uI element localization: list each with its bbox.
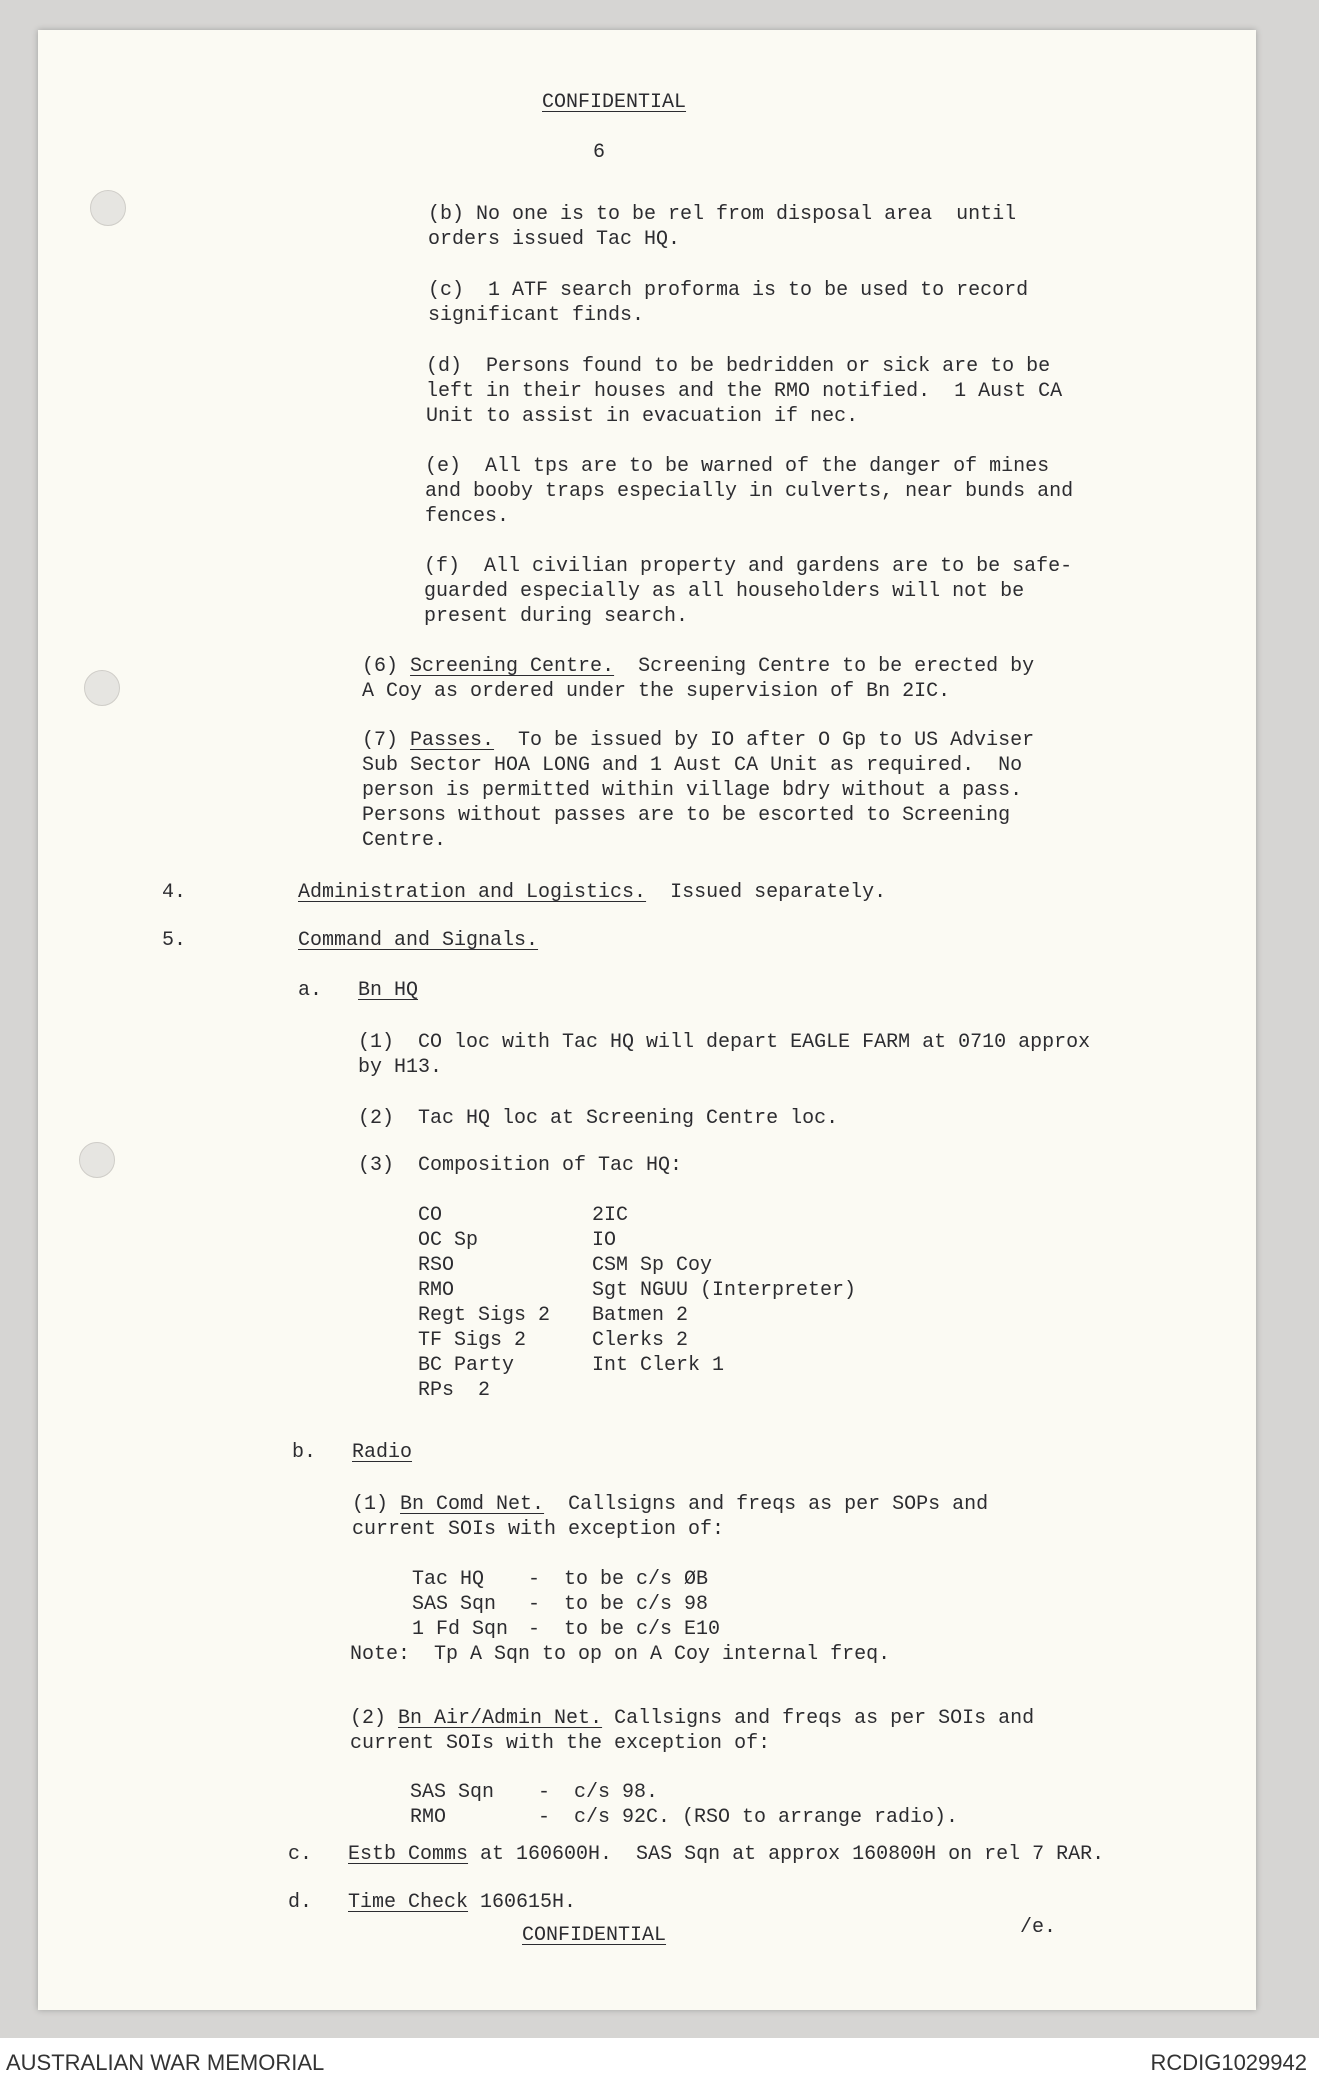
composition-entry: CO (418, 1204, 443, 1227)
punch-hole (90, 190, 126, 226)
section-5-title: Command and Signals. (298, 929, 539, 952)
callsign-list-2-values (574, 1780, 958, 1830)
paragraph-6-title: Screening Centre. (410, 655, 615, 678)
paragraph-7-number: (7) (362, 729, 399, 752)
composition-entry: Batmen 2 (592, 1304, 689, 1327)
radio-item-1 (352, 1492, 988, 1517)
callsign-dash: - (528, 1568, 541, 1591)
composition-entry: RSO (418, 1254, 455, 1277)
subsection-d (348, 1890, 576, 1915)
subsection-b-title: Radio (352, 1441, 413, 1464)
paragraph-f: (f) All civilian property and gardens are to be safe- guarded especially as all householders will not be present during search. (424, 555, 1073, 628)
radio-item-1-text: Callsigns and freqs as per SOPs and (544, 1493, 989, 1516)
paragraph-7-rest: Sub Sector HOA LONG and 1 Aust CA Unit as required. No person is permitted within village bdry without a pass. Persons without passes are to be escorted to Screening Centre. (362, 754, 1023, 852)
paragraph-6-number: (6) (362, 655, 399, 678)
callsign-value: to be c/s E10 (564, 1618, 721, 1641)
callsign-list-1-units (412, 1567, 508, 1642)
radio-item-2-title: Bn Air/Admin Net. (398, 1707, 603, 1730)
paragraph-7-title: Passes. (410, 729, 495, 752)
radio-item-1-number: (1) (352, 1493, 389, 1516)
bn-hq-item-2: (2) Tac HQ loc at Screening Centre loc. (358, 1107, 839, 1130)
radio-item-2-rest: current SOIs with the exception of: (350, 1732, 771, 1755)
callsign-value: to be c/s 98 (564, 1593, 709, 1616)
callsign-list-2-dashes (538, 1780, 550, 1830)
subsection-c-title: Estb Comms (348, 1843, 469, 1866)
subsection-d-text: 160615H. (468, 1891, 577, 1914)
subsection-a-title: Bn HQ (358, 979, 419, 1002)
callsign-dash: - (538, 1781, 551, 1804)
bn-hq-item-1: (1) CO loc with Tac HQ will depart EAGLE FARM at 0710 approx by H13. (358, 1031, 1091, 1079)
subsection-c (348, 1842, 1104, 1867)
callsign-unit: Tac HQ (412, 1568, 485, 1591)
composition-entry: Regt Sigs 2 (418, 1304, 551, 1327)
callsign-dash: - (528, 1618, 541, 1641)
paragraph-6 (362, 654, 1034, 679)
section-4-title: Administration and Logistics. (298, 881, 647, 904)
callsign-dash: - (528, 1593, 541, 1616)
page-number: 6 (593, 141, 606, 164)
callsign-list-1-values (564, 1567, 720, 1642)
footer-classification: CONFIDENTIAL (522, 1924, 667, 1947)
section-4-number: 4. (162, 881, 187, 904)
composition-entry: IO (592, 1229, 617, 1252)
paragraph-d: (d) Persons found to be bedridden or sick are to be left in their houses and the RMO notified. 1 Aust CA Unit to assist in evacuation if nec. (426, 355, 1063, 428)
radio-note: Note: Tp A Sqn to op on A Coy internal freq. (350, 1643, 891, 1666)
composition-entry: OC Sp (418, 1229, 479, 1252)
section-5-number: 5. (162, 929, 187, 952)
punch-hole (84, 670, 120, 706)
radio-item-2-number: (2) (350, 1707, 387, 1730)
composition-entry: RPs 2 (418, 1379, 491, 1402)
continued-marker: /e. (1020, 1916, 1057, 1939)
radio-item-2 (350, 1706, 1034, 1731)
subsection-b-letter: b. (292, 1441, 317, 1464)
subsection-a-letter: a. (298, 979, 323, 1002)
subsection-d-letter: d. (288, 1891, 313, 1914)
archive-reference: RCDIG1029942 (1150, 2050, 1307, 2075)
tac-hq-composition-right (592, 1203, 856, 1378)
tac-hq-composition-left (418, 1203, 550, 1403)
section-4-text: Issued separately. (646, 881, 887, 904)
paragraph-b: (b) No one is to be rel from disposal area until orders issued Tac HQ. (428, 203, 1017, 251)
callsign-value: to be c/s ØB (564, 1568, 709, 1591)
punch-hole (79, 1142, 115, 1178)
section-4 (298, 880, 886, 905)
composition-entry: 2IC (592, 1204, 629, 1227)
radio-item-1-rest: current SOIs with exception of: (352, 1518, 725, 1541)
composition-entry: RMO (418, 1279, 455, 1302)
document-page (38, 30, 1256, 2010)
paragraph-c: (c) 1 ATF search proforma is to be used to record significant finds. (428, 279, 1029, 327)
callsign-value: c/s 98. (574, 1781, 659, 1804)
callsign-unit: SAS Sqn (412, 1593, 497, 1616)
callsign-list-1-dashes (528, 1567, 540, 1642)
paragraph-7-text: To be issued by IO after O Gp to US Adviser (494, 729, 1035, 752)
header-classification: CONFIDENTIAL (542, 91, 687, 114)
composition-entry: Int Clerk 1 (592, 1354, 725, 1377)
subsection-d-title: Time Check (348, 1891, 469, 1914)
composition-entry: CSM Sp Coy (592, 1254, 713, 1277)
paragraph-6-rest: A Coy as ordered under the supervision of Bn 2IC. (362, 680, 951, 703)
composition-entry: BC Party (418, 1354, 515, 1377)
subsection-c-text: at 160600H. SAS Sqn at approx 160800H on rel 7 RAR. (468, 1843, 1105, 1866)
bn-hq-item-3: (3) Composition of Tac HQ: (358, 1154, 683, 1177)
paragraph-e: (e) All tps are to be warned of the danger of mines and booby traps especially in culverts, near bunds and fences. (425, 455, 1074, 528)
paragraph-7 (362, 728, 1034, 753)
archive-footer (0, 2038, 1319, 2082)
composition-entry: TF Sigs 2 (418, 1329, 527, 1352)
callsign-dash: - (538, 1806, 551, 1829)
paragraph-6-text: Screening Centre to be erected by (614, 655, 1035, 678)
radio-item-1-title: Bn Comd Net. (400, 1493, 545, 1516)
radio-item-2-text: Callsigns and freqs as per SOIs and (602, 1707, 1035, 1730)
callsign-list-2-units (410, 1780, 494, 1830)
subsection-c-letter: c. (288, 1843, 313, 1866)
callsign-unit: RMO (410, 1806, 447, 1829)
callsign-unit: SAS Sqn (410, 1781, 495, 1804)
callsign-value: c/s 92C. (RSO to arrange radio). (574, 1806, 959, 1829)
archive-name: AUSTRALIAN WAR MEMORIAL (6, 2050, 325, 2075)
composition-entry: Sgt NGUU (Interpreter) (592, 1279, 857, 1302)
callsign-unit: 1 Fd Sqn (412, 1618, 509, 1641)
composition-entry: Clerks 2 (592, 1329, 689, 1352)
